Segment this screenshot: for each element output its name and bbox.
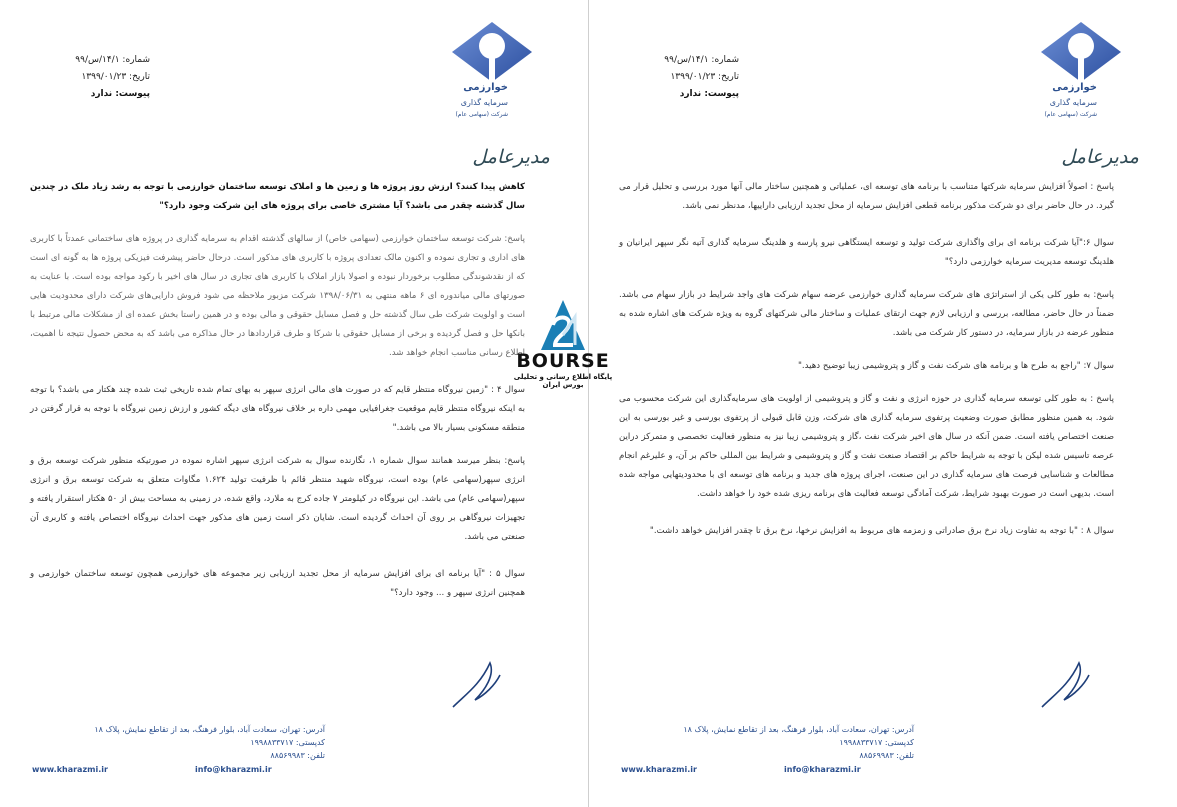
- footer-postal: کدپستی: ۱۹۹۸۸۳۳۷۱۷: [250, 738, 325, 747]
- watermark-text: BOURSE: [516, 350, 610, 372]
- paragraph: سوال ۸ : "با توجه به تفاوت زیاد نرخ برق صادراتی و زمزمه های مربوط به افزایش نرخها، نرخ برق تا چقدر افزایش خواهد داشت.": [649, 526, 1114, 536]
- paragraph: سوال ۶:"آیا شرکت برنامه ای برای واگذاری شرکت تولید و توسعه ایستگاهی نیرو پارسه و هلدینگ سرمایه گذاری آتیه نگر سپهر ایرانیان و هلدینگ توسعه مدیریت سرمایه خوارزمی دارد؟": [619, 238, 1114, 267]
- bourse24-watermark: [503, 295, 623, 390]
- letter-date: تاریخ: ۱۳۹۹/۰۱/۲۳: [670, 72, 739, 82]
- letter-number: شماره: ۱۴/۱/س/۹۹: [664, 55, 739, 65]
- footer-phone: تلفن: ۸۸۵۶۹۹۸۳: [859, 751, 914, 760]
- page-title: مدیرعامل: [472, 146, 550, 168]
- footer-address-block: [65, 723, 325, 762]
- letter-attachment: پیوست: ندارد: [679, 89, 739, 99]
- logo-brand-text: خوارزمی: [463, 82, 508, 93]
- footer-website[interactable]: www.kharazmi.ir: [621, 765, 697, 774]
- logo-company-type: شرکت (سهامی عام): [455, 111, 508, 118]
- paragraph: پاسخ: بنظر میرسد همانند سوال شماره ۱، نگارنده سوال به شرکت انرژی سپهر اشاره نموده در صورتیکه منظور شرکت توسعه برق و انرژی سپهر(سهامی عام) بوده است، نیروگاه شهید منتظر قائم با ظرفیت تولید ۱.۶۲۴ مگاوات متعلق به شرکت توسعه برق و انرژی سپهر(سهامی عام) می باشد. این نیروگاه در کیلومتر ۷ جاده کرج به ملارد، واقع شده، در زمینی به مساحت بیش از ۵۰ هکتار استقرار یافته و تجهیزات نیروگاهی بر روی آن احداث گردیده است. شایان ذکر است زمین های مذکور جهت احداث نیروگاه اختصاص یافته و کاربری آن صنعتی می باشد.: [30, 456, 526, 542]
- page-title: مدیرعامل: [1061, 146, 1139, 168]
- letter-meta: [629, 52, 739, 103]
- signature-icon: [1034, 655, 1094, 715]
- footer-website[interactable]: www.kharazmi.ir: [32, 765, 108, 774]
- company-logo: [1031, 22, 1131, 127]
- document-page-left: [0, 0, 588, 807]
- logo-emblem-icon: [442, 22, 542, 84]
- logo-emblem-icon: [1031, 22, 1131, 84]
- watermark-subtitle: پایگاه اطلاع رسانی و تحلیلی بورس ایران: [513, 373, 613, 389]
- paragraph: پاسخ : به طور کلی توسعه سرمایه گذاری در حوزه انرژی و نفت و گاز و پتروشیمی از اولویت های سرمایه‌گذاری این شرکت محسوب می شود. به همین منظور مطابق صورت وضعیت پرتفوی سرمایه گذاری های شرکت، وزن قابل قبولی از پرتفوی بورسی و غیر بورسی به این صنعت اختصاص یافته است. ضمن آنکه در سال های اخیر شرکت نفت ،گاز و پتروشیمی زیبا نیز به منظور فعالیت تخصصی و متمرکز دراین عرصه تاسیس شده لیکن با توجه به شرایط حاکم بر اقتصاد صنعت نفت و گاز و پتروشیمی و شرایط بین المللی حاکم بر آن، و علیرغم انجام مطالعات و شناسایی فرصت های سرمایه گذاری در این صنعت، اجرای پروژه های جدید و برنامه های توسعه ای با محدودیتهایی مواجه شده است. بدیهی است در صورت بهبود شرایط، شرکت آمادگی توسعه فعالیت های برنامه ریزی شده خود را خواهد داشت.: [619, 394, 1114, 499]
- footer-postal: کدپستی: ۱۹۹۸۸۳۳۷۱۷: [839, 738, 914, 747]
- paragraph: سوال ۵ : "آیا برنامه ای برای افزایش سرمایه از محل تجدید ارزیابی زیر مجموعه های خوارزمی همچون توسعه ساختمان خوارزمی و همچنین انرژی سپهر و ... وجود دارد؟": [30, 569, 525, 598]
- letter-body: [30, 178, 525, 617]
- letter-date: تاریخ: ۱۳۹۹/۰۱/۲۳: [81, 72, 150, 82]
- signature-icon: [445, 655, 505, 715]
- company-logo: [442, 22, 542, 127]
- paragraph: سوال ۷: "راجع به طرح ها و برنامه های شرکت نفت و گاز و پتروشیمی زیبا توضیح دهید.": [797, 361, 1114, 371]
- letter-meta: [40, 52, 150, 103]
- letter-body: [619, 178, 1114, 555]
- logo-company-type: شرکت (سهامی عام): [1044, 111, 1097, 118]
- letter-attachment: پیوست: ندارد: [90, 89, 150, 99]
- paragraph: پاسخ: به طور کلی یکی از استراتژی های شرکت سرمایه گذاری خوارزمی عرضه سهام شرکت های واجد شرایط در بازار سهام می باشد. ضمناً در حال حاضر، مطالعه، بررسی و ارزیابی لازم جهت ارتقای عملیات و ساختار مالی شرکتهای گروه به ویژه شرکت های اشاره شده به منظور عرضه در بازار سرمایه، در دستور کار شرکت می باشد.: [619, 290, 1114, 338]
- footer-phone: تلفن: ۸۸۵۶۹۹۸۳: [270, 751, 325, 760]
- paragraph: پاسخ : اصولاً افزایش سرمایه شرکتها متناسب با برنامه های توسعه ای، عملیاتی و همچنین ساختار مالی آنها مورد بررسی و تحلیل قرار می گیرد. در حال حاضر برای دو شرکت مذکور برنامه قطعی افزایش سرمایه از محل تجدید ارزیابی داراییها، مدنظر نمی باشد.: [619, 182, 1114, 211]
- footer-address-block: [654, 723, 914, 762]
- footer-email[interactable]: info@kharazmi.ir: [195, 765, 272, 774]
- paragraph: کاهش پیدا کنند؟ ارزش روز پروژه ها و زمین ها و املاک توسعه ساختمان خوارزمی با توجه به رشد زیاد ملک در چندین سال گذشته چقدر می باشد؟ آیا مشتری خاصی برای پروژه های این شرکت وجود دارد؟": [30, 182, 525, 211]
- logo-subtitle: سرمایه گذاری: [1049, 98, 1097, 107]
- logo-subtitle: سرمایه گذاری: [460, 98, 508, 107]
- footer-address: آدرس: تهران، سعادت آباد، بلوار فرهنگ، بعد از تقاطع نمایش، پلاک ۱۸: [94, 725, 325, 734]
- document-page-right: [589, 0, 1177, 807]
- paragraph: سوال ۴ : "زمین نیروگاه منتظر قایم که در صورت های مالی انرژی سپهر به بهای تمام شده تاریخی ثبت شده چند هکتار می باشد؟ با توجه به اینکه نیروگاه منتظر قایم موقعیت جغرافیایی مهمی داره بر خلاف نیروگاه های دیگه کشور و ارزش زمین نیروگاه با توجه به قرار گرفتن در منطقه مسکونی بسیار بالا می باشد.": [30, 385, 525, 433]
- logo-brand-text: خوارزمی: [1052, 82, 1097, 93]
- letter-number: شماره: ۱۴/۱/س/۹۹: [75, 55, 150, 65]
- footer-address: آدرس: تهران، سعادت آباد، بلوار فرهنگ، بعد از تقاطع نمایش، پلاک ۱۸: [683, 725, 914, 734]
- paragraph: پاسخ: شرکت توسعه ساختمان خوارزمی (سهامی خاص) از سالهای گذشته اقدام به سرمایه گذاری در پروژه های ساختمانی عمدتاً با کاربری های اداری و تجاری نموده و اکنون مالک تعدادی پروژه با کاربری های مذکور است. درحال حاضر پیشرفت فیزیکی پروژه ها به گونه ای است که از نقدشوندگی مطلوب برخوردار نبوده و اصولا بازار املاک با کاربری های تجاری در سال های اخیر با رکود مواجه بوده است. با عنایت به صورتهای مالی میاندوره ای ۶ ماهه منتهی به ۱۳۹۸/۰۶/۳۱ شرکت مزبور ملاحظه می شود فروش دارایی‌های شرکت دارای محدودیت هایی است و اولویت شرکت طی سال گذشته حل و فصل مسایل حقوقی و مالی بوده و در همین راستا بخش عمده ای از مشکلات مالی مرتبط با بانکها حل و فصل گردیده و برخی از مسایل حقوقی با شرکا و طرف قراردادها در حال مذاکره می باشد که به محض حصول نتیجه نا اهمیت، اطلاع رسانی مناسب انجام خواهد شد.: [30, 234, 525, 358]
- footer-email[interactable]: info@kharazmi.ir: [784, 765, 861, 774]
- bourse-logo-icon: [503, 295, 623, 355]
